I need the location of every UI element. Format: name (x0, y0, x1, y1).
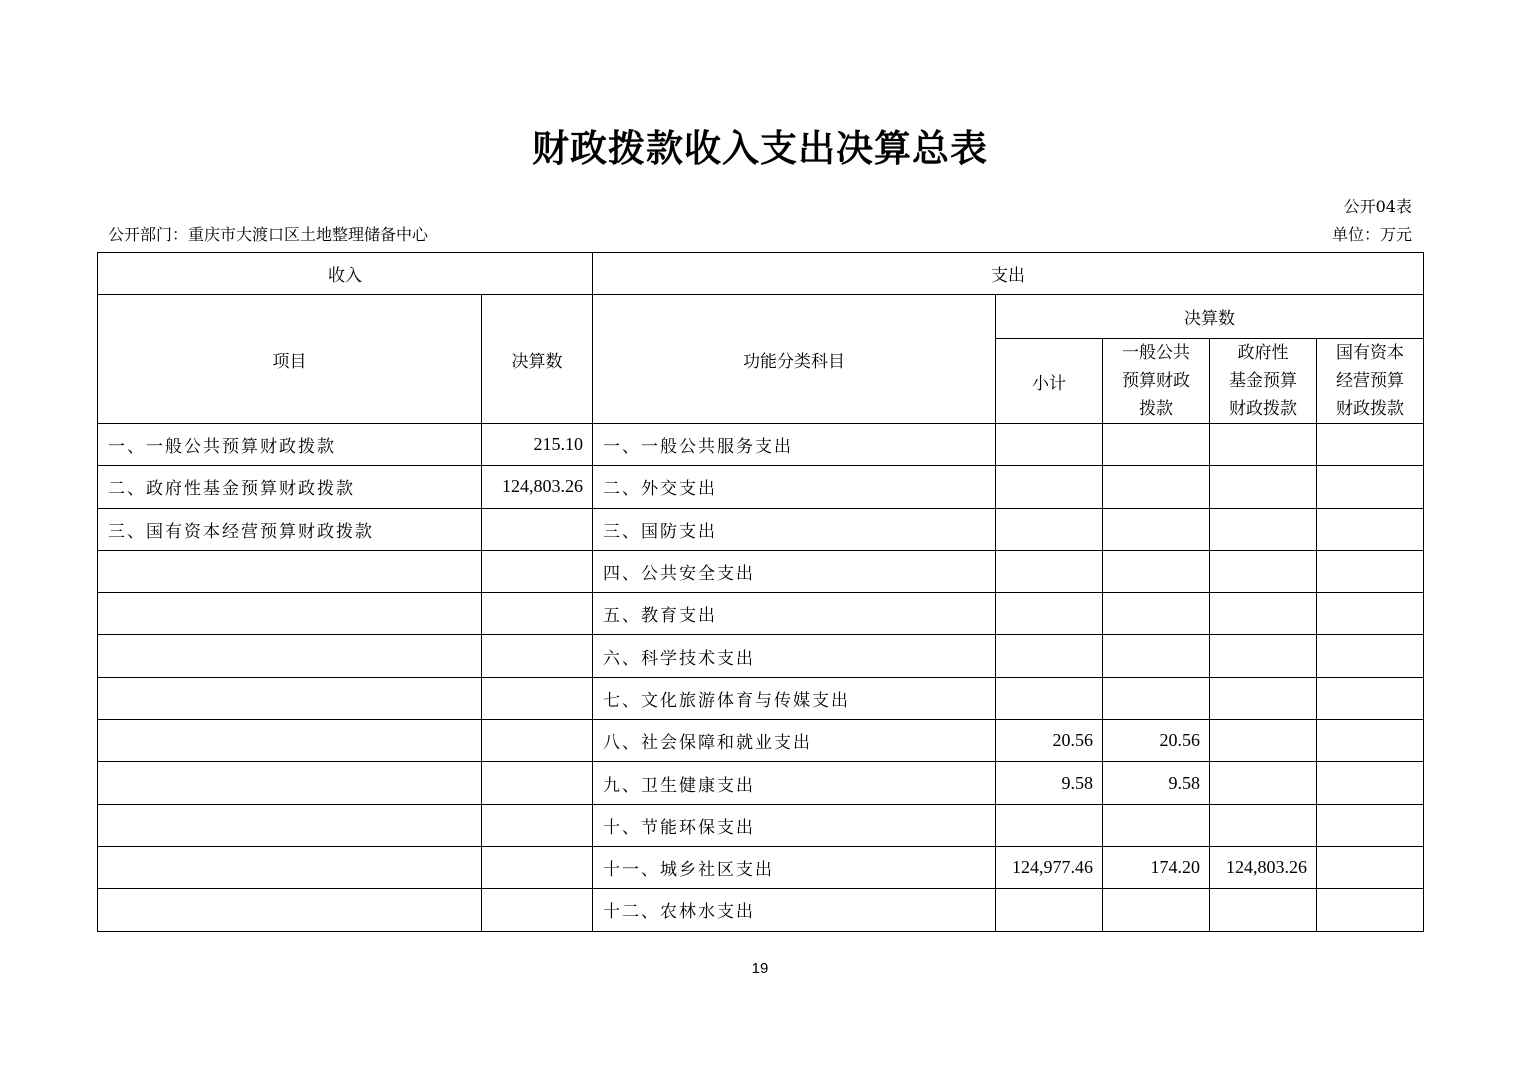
general-public-cell (1103, 424, 1210, 466)
state-capital-cell (1317, 804, 1424, 846)
income-amount-cell (482, 677, 593, 719)
expense-item-cell: 十一、城乡社区支出 (593, 846, 996, 888)
table-row (98, 889, 1424, 931)
expense-item-cell: 一、一般公共服务支出 (593, 424, 996, 466)
general-public-cell: 20.56 (1103, 720, 1210, 762)
table-row (98, 635, 1424, 677)
unit-label: 单位：万元 (1331, 225, 1412, 244)
income-amount-cell (482, 889, 593, 931)
income-amount-cell: 215.10 (482, 424, 593, 466)
subtotal-cell (996, 677, 1103, 719)
subtotal-cell: 20.56 (996, 720, 1103, 762)
income-amount-header: 决算数 (482, 295, 593, 424)
general-public-header-line: 预算财政 (1122, 371, 1190, 391)
income-item-cell: 二、政府性基金预算财政拨款 (98, 466, 482, 508)
gov-fund-cell (1210, 466, 1317, 508)
department-label: 公开部门：重庆市大渡口区土地整理储备中心 (108, 225, 429, 244)
expense-item-cell: 三、国防支出 (593, 508, 996, 550)
subtotal-cell (996, 424, 1103, 466)
income-header: 收入 (98, 253, 593, 295)
function-category-header: 功能分类科目 (593, 295, 996, 424)
gov-fund-cell (1210, 762, 1317, 804)
gov-fund-cell: 124,803.26 (1210, 846, 1317, 888)
gov-fund-header-line: 财政拨款 (1229, 399, 1297, 419)
subtotal-cell: 9.58 (996, 762, 1103, 804)
state-capital-header-line: 国有资本 (1336, 343, 1404, 363)
general-public-cell (1103, 508, 1210, 550)
income-amount-cell (482, 508, 593, 550)
subtotal-cell (996, 635, 1103, 677)
state-capital-cell (1317, 677, 1424, 719)
table-row (98, 846, 1424, 888)
general-public-cell (1103, 635, 1210, 677)
state-capital-header (1317, 339, 1424, 424)
header-row-1 (98, 253, 1424, 295)
income-item-cell (98, 720, 482, 762)
general-public-header-line: 一般公共 (1122, 343, 1190, 363)
page-title: 财政拨款收入支出决算总表 (532, 127, 988, 170)
state-capital-cell (1317, 424, 1424, 466)
expense-header: 支出 (593, 253, 1424, 295)
table-row (98, 466, 1424, 508)
gov-fund-header (1210, 339, 1317, 424)
item-header: 项目 (98, 295, 482, 424)
gov-fund-cell (1210, 889, 1317, 931)
income-item-cell (98, 593, 482, 635)
state-capital-cell (1317, 466, 1424, 508)
table-row (98, 593, 1424, 635)
table-body (98, 253, 1424, 932)
income-amount-cell: 124,803.26 (482, 466, 593, 508)
gov-fund-header-line: 政府性 (1237, 343, 1289, 363)
general-public-cell (1103, 889, 1210, 931)
expense-amount-header: 决算数 (996, 295, 1424, 339)
expense-item-cell: 二、外交支出 (593, 466, 996, 508)
general-public-cell: 9.58 (1103, 762, 1210, 804)
general-public-cell (1103, 804, 1210, 846)
state-capital-cell (1317, 846, 1424, 888)
gov-fund-cell (1210, 424, 1317, 466)
income-amount-cell (482, 635, 593, 677)
gov-fund-cell (1210, 508, 1317, 550)
income-amount-cell (482, 846, 593, 888)
table-row (98, 677, 1424, 719)
subtotal-cell (996, 593, 1103, 635)
table-row (98, 508, 1424, 550)
gov-fund-cell (1210, 550, 1317, 592)
expense-item-cell: 十二、农林水支出 (593, 889, 996, 931)
general-public-header (1103, 339, 1210, 424)
form-number: 公开04表 (1343, 197, 1412, 216)
subtotal-cell (996, 508, 1103, 550)
gov-fund-cell (1210, 720, 1317, 762)
gov-fund-cell (1210, 677, 1317, 719)
subtotal-cell (996, 550, 1103, 592)
state-capital-cell (1317, 550, 1424, 592)
general-public-header-line: 拨款 (1139, 399, 1173, 419)
subtotal-cell (996, 804, 1103, 846)
subtotal-header: 小计 (996, 339, 1103, 424)
table-row (98, 762, 1424, 804)
gov-fund-cell (1210, 635, 1317, 677)
expense-item-cell: 五、教育支出 (593, 593, 996, 635)
budget-summary-table (97, 252, 1424, 932)
income-item-cell (98, 550, 482, 592)
general-public-cell (1103, 550, 1210, 592)
subtotal-cell (996, 466, 1103, 508)
state-capital-header-line: 经营预算 (1336, 371, 1404, 391)
header-row-2 (98, 295, 1424, 339)
subtotal-cell (996, 889, 1103, 931)
table-row (98, 804, 1424, 846)
general-public-cell: 174.20 (1103, 846, 1210, 888)
gov-fund-header-line: 基金预算 (1229, 371, 1297, 391)
income-amount-cell (482, 593, 593, 635)
income-item-cell (98, 762, 482, 804)
table-row (98, 424, 1424, 466)
state-capital-header-line: 财政拨款 (1336, 399, 1404, 419)
income-amount-cell (482, 762, 593, 804)
income-amount-cell (482, 550, 593, 592)
state-capital-cell (1317, 593, 1424, 635)
gov-fund-cell (1210, 593, 1317, 635)
state-capital-cell (1317, 635, 1424, 677)
income-item-cell (98, 846, 482, 888)
expense-item-cell: 七、文化旅游体育与传媒支出 (593, 677, 996, 719)
income-item-cell: 三、国有资本经营预算财政拨款 (98, 508, 482, 550)
state-capital-cell (1317, 508, 1424, 550)
state-capital-cell (1317, 762, 1424, 804)
state-capital-cell (1317, 889, 1424, 931)
general-public-cell (1103, 466, 1210, 508)
state-capital-cell (1317, 720, 1424, 762)
general-public-cell (1103, 593, 1210, 635)
expense-item-cell: 六、科学技术支出 (593, 635, 996, 677)
income-item-cell (98, 889, 482, 931)
gov-fund-cell (1210, 804, 1317, 846)
page-number: 19 (751, 960, 769, 977)
income-amount-cell (482, 720, 593, 762)
expense-item-cell: 九、卫生健康支出 (593, 762, 996, 804)
income-item-cell (98, 804, 482, 846)
income-amount-cell (482, 804, 593, 846)
table-row (98, 720, 1424, 762)
table-row (98, 550, 1424, 592)
expense-item-cell: 四、公共安全支出 (593, 550, 996, 592)
income-item-cell (98, 677, 482, 719)
income-item-cell (98, 635, 482, 677)
subtotal-cell: 124,977.46 (996, 846, 1103, 888)
expense-item-cell: 十、节能环保支出 (593, 804, 996, 846)
income-item-cell: 一、一般公共预算财政拨款 (98, 424, 482, 466)
general-public-cell (1103, 677, 1210, 719)
expense-item-cell: 八、社会保障和就业支出 (593, 720, 996, 762)
